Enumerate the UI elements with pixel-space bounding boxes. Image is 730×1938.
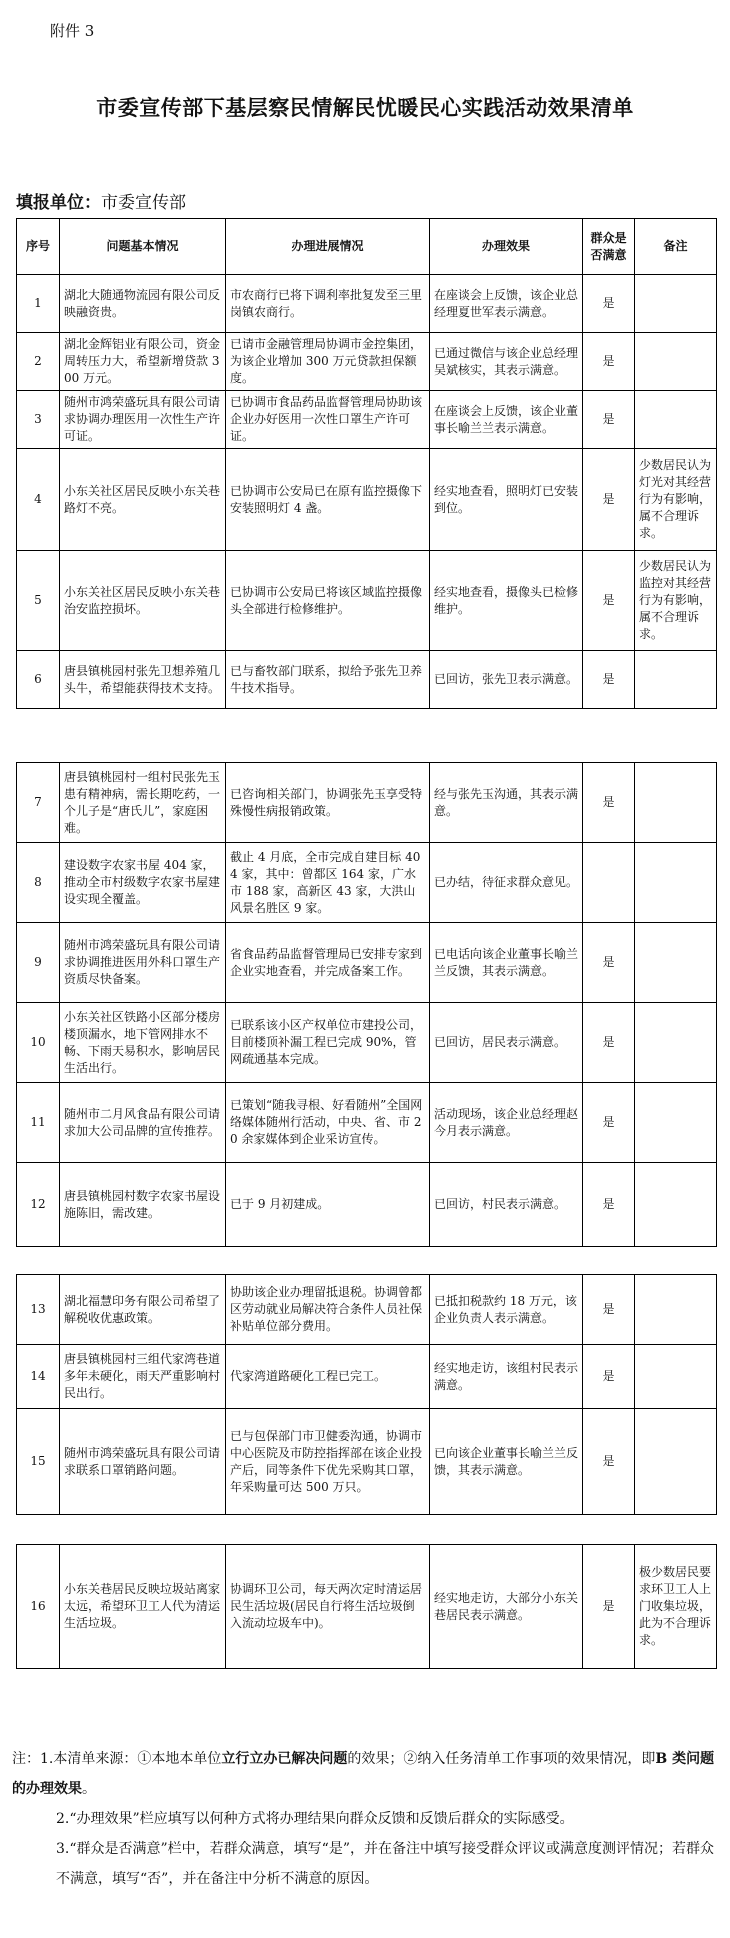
row-issue: 小东关社区居民反映小东关巷路灯不亮。 (60, 449, 226, 551)
table-row (17, 1345, 717, 1409)
row-effect: 经实地查看，照明灯已安装到位。 (430, 449, 583, 551)
row-remark (635, 763, 717, 843)
row-progress: 已协调市食品药品监督管理局协助该企业办好医用一次性口罩生产许可证。 (226, 391, 430, 449)
table-row (17, 1083, 717, 1163)
note-1-bold-1: 立行立办已解决问题 (221, 1751, 348, 1767)
row-remark: 少数居民认为监控对其经营行为有影响，属不合理诉求。 (635, 551, 717, 651)
table-header-row (17, 219, 717, 275)
row-issue: 湖北大随通物流园有限公司反映融资贵。 (60, 275, 226, 333)
reporting-unit-label: 填报单位： (16, 193, 101, 213)
row-progress: 已协调市公安局已将该区域监控摄像头全部进行检修维护。 (226, 551, 430, 651)
row-remark (635, 275, 717, 333)
row-progress: 已于 9 月初建成。 (226, 1163, 430, 1247)
row-progress: 已与畜牧部门联系，拟给予张先卫养牛技术指导。 (226, 651, 430, 709)
notes (12, 1744, 716, 1894)
row-issue: 唐县镇桃园村张先卫想养殖几头牛，希望能获得技术支持。 (60, 651, 226, 709)
row-remark (635, 391, 717, 449)
row-remark (635, 1345, 717, 1409)
row-satisfied: 是 (583, 651, 635, 709)
row-progress: 代家湾道路硬化工程已完工。 (226, 1345, 430, 1409)
row-satisfied: 是 (583, 391, 635, 449)
row-remark: 极少数居民要求环卫工人上门收集垃圾，此为不合理诉求。 (635, 1545, 717, 1669)
row-remark (635, 1083, 717, 1163)
row-effect: 已向该企业董事长喻兰兰反馈，其表示满意。 (430, 1409, 583, 1515)
row-progress: 协助该企业办理留抵退税。协调曾都区劳动就业局解决符合条件人员社保补贴单位部分费用。 (226, 1275, 430, 1345)
table-part-2 (16, 762, 717, 1247)
row-progress: 已联系该小区产权单位市建投公司，目前楼顶补漏工程已完成 90%，管网疏通基本完成。 (226, 1003, 430, 1083)
row-progress: 已协调市公安局已在原有监控摄像下安装照明灯 4 盏。 (226, 449, 430, 551)
row-issue: 小东关社区居民反映小东关巷治安监控损坏。 (60, 551, 226, 651)
row-effect: 已电话向该企业董事长喻兰兰反馈，其表示满意。 (430, 923, 583, 1003)
row-issue: 随州市鸿荣盛玩具有限公司请求协调办理医用一次性生产许可证。 (60, 391, 226, 449)
row-progress: 已咨询相关部门，协调张先玉享受特殊慢性病报销政策。 (226, 763, 430, 843)
row-remark: 少数居民认为灯光对其经营行为有影响，属不合理诉求。 (635, 449, 717, 551)
row-effect: 已回访，村民表示满意。 (430, 1163, 583, 1247)
row-remark (635, 1409, 717, 1515)
row-no: 2 (17, 333, 60, 391)
note-1 (12, 1744, 716, 1804)
row-no: 6 (17, 651, 60, 709)
row-satisfied: 是 (583, 275, 635, 333)
row-no: 7 (17, 763, 60, 843)
row-effect: 经实地走访，该组村民表示满意。 (430, 1345, 583, 1409)
row-no: 11 (17, 1083, 60, 1163)
table-row (17, 449, 717, 551)
row-issue: 建设数字农家书屋 404 家，推动全市村级数字农家书屋建设实现全覆盖。 (60, 843, 226, 923)
table-part-3 (16, 1274, 717, 1515)
note-1-mid: 的效果；②纳入任务清单工作事项的效果情况，即 (347, 1751, 656, 1767)
header-remark: 备注 (635, 219, 717, 275)
table-row (17, 651, 717, 709)
row-satisfied: 是 (583, 1083, 635, 1163)
table-row (17, 1163, 717, 1247)
table-row (17, 333, 717, 391)
row-issue: 唐县镇桃园村数字农家书屋设施陈旧，需改建。 (60, 1163, 226, 1247)
row-progress: 已与包保部门市卫健委沟通，协调市中心医院及市防控指挥部在该企业投产后，同等条件下优先采购其口罩，年采购量可达 500 万只。 (226, 1409, 430, 1515)
row-issue: 唐县镇桃园村三组代家湾巷道多年未硬化，雨天严重影响村民出行。 (60, 1345, 226, 1409)
row-issue: 湖北金辉铝业有限公司，资金周转压力大，希望新增贷款 300 万元。 (60, 333, 226, 391)
row-satisfied: 是 (583, 449, 635, 551)
table-row (17, 1409, 717, 1515)
row-progress: 省食品药品监督管理局已安排专家到企业实地查看，并完成备案工作。 (226, 923, 430, 1003)
row-no: 14 (17, 1345, 60, 1409)
row-satisfied: 是 (583, 1003, 635, 1083)
row-issue: 小东关社区铁路小区部分楼房楼顶漏水，地下管网排水不畅、下雨天易积水，影响居民生活出行。 (60, 1003, 226, 1083)
note-1-post: 。 (82, 1781, 96, 1797)
page-title: 市委宣传部下基层察民情解民忧暖民心实践活动效果清单 (96, 95, 634, 120)
row-no: 3 (17, 391, 60, 449)
note-3: 3.“群众是否满意”栏中，若群众满意，填写“是”，并在备注中填写接受群众评议或满意度测评情况；若群众不满意，填写“否”，并在备注中分析不满意的原因。 (56, 1841, 714, 1887)
row-remark (635, 333, 717, 391)
table-row (17, 1545, 717, 1669)
row-satisfied: 是 (583, 1545, 635, 1669)
row-issue: 小东关巷居民反映垃圾站离家太远，希望环卫工人代为清运生活垃圾。 (60, 1545, 226, 1669)
row-remark (635, 1003, 717, 1083)
table-row (17, 1275, 717, 1345)
row-no: 9 (17, 923, 60, 1003)
row-progress: 协调环卫公司，每天两次定时清运居民生活垃圾(居民自行将生活垃圾倒入流动垃圾车中)。 (226, 1545, 430, 1669)
row-issue: 随州市二月风食品有限公司请求加大公司品牌的宣传推荐。 (60, 1083, 226, 1163)
header-effect: 办理效果 (430, 219, 583, 275)
reporting-unit-value: 市委宣传部 (101, 193, 186, 213)
row-remark (635, 843, 717, 923)
row-effect: 已回访，居民表示满意。 (430, 1003, 583, 1083)
attachment-label: 附件 3 (50, 22, 95, 40)
row-progress: 截止 4 月底，全市完成自建目标 404 家，其中：曾都区 164 家，广水市 188 家，高新区 43 家，大洪山风景名胜区 9 家。 (226, 843, 430, 923)
row-satisfied: 是 (583, 1275, 635, 1345)
note-1-bold-2: B 类问题的办理效果 (12, 1751, 715, 1797)
row-issue: 湖北福慧印务有限公司希望了解税收优惠政策。 (60, 1275, 226, 1345)
table-row (17, 391, 717, 449)
row-effect: 经与张先玉沟通，其表示满意。 (430, 763, 583, 843)
header-satisfied: 群众是否满意 (583, 219, 635, 275)
row-issue: 随州市鸿荣盛玩具有限公司请求协调推进医用外科口罩生产资质尽快备案。 (60, 923, 226, 1003)
row-no: 15 (17, 1409, 60, 1515)
row-no: 16 (17, 1545, 60, 1669)
row-satisfied: 是 (583, 1345, 635, 1409)
table-row (17, 275, 717, 333)
row-progress: 市农商行已将下调利率批复发至三里岗镇农商行。 (226, 275, 430, 333)
row-remark (635, 923, 717, 1003)
row-effect: 已通过微信与该企业总经理吴斌核实，其表示满意。 (430, 333, 583, 391)
table-row (17, 1003, 717, 1083)
row-satisfied: 是 (583, 763, 635, 843)
row-no: 4 (17, 449, 60, 551)
row-progress: 已策划“随我寻根、好看随州”全国网络媒体随州行活动，中央、省、市 20 余家媒体到企业采访宣传。 (226, 1083, 430, 1163)
row-remark (635, 1163, 717, 1247)
row-effect: 经实地查看，摄像头已检修维护。 (430, 551, 583, 651)
row-issue: 唐县镇桃园村一组村民张先玉患有精神病，需长期吃药，一个儿子是“唐氏儿”，家庭困难。 (60, 763, 226, 843)
table-part-1 (16, 218, 717, 709)
row-effect: 已回访，张先卫表示满意。 (430, 651, 583, 709)
table-part-4 (16, 1544, 717, 1669)
table-row (17, 843, 717, 923)
row-satisfied (583, 843, 635, 923)
reporting-unit (16, 188, 186, 213)
row-effect: 活动现场，该企业总经理赵今月表示满意。 (430, 1083, 583, 1163)
table-row (17, 923, 717, 1003)
table-row (17, 763, 717, 843)
row-effect: 已抵扣税款约 18 万元，该企业负责人表示满意。 (430, 1275, 583, 1345)
row-no: 8 (17, 843, 60, 923)
row-satisfied: 是 (583, 1409, 635, 1515)
row-progress: 已请市金融管理局协调市金控集团，为该企业增加 300 万元贷款担保额度。 (226, 333, 430, 391)
row-no: 5 (17, 551, 60, 651)
row-remark (635, 651, 717, 709)
header-progress: 办理进展情况 (226, 219, 430, 275)
row-effect: 经实地走访，大部分小东关巷居民表示满意。 (430, 1545, 583, 1669)
row-no: 10 (17, 1003, 60, 1083)
row-effect: 在座谈会上反馈，该企业总经理夏世军表示满意。 (430, 275, 583, 333)
row-satisfied: 是 (583, 333, 635, 391)
row-remark (635, 1275, 717, 1345)
row-satisfied: 是 (583, 1163, 635, 1247)
note-2: 2.“办理效果”栏应填写以何种方式将办理结果向群众反馈和反馈后群众的实际感受。 (56, 1811, 574, 1827)
header-no: 序号 (17, 219, 60, 275)
row-satisfied: 是 (583, 551, 635, 651)
row-no: 13 (17, 1275, 60, 1345)
row-effect: 在座谈会上反馈，该企业董事长喻兰兰表示满意。 (430, 391, 583, 449)
row-issue: 随州市鸿荣盛玩具有限公司请求联系口罩销路问题。 (60, 1409, 226, 1515)
row-satisfied: 是 (583, 923, 635, 1003)
row-no: 1 (17, 275, 60, 333)
table-row (17, 551, 717, 651)
row-no: 12 (17, 1163, 60, 1247)
note-1-pre: 注：1.本清单来源：①本地本单位 (12, 1751, 222, 1767)
row-effect: 已办结，待征求群众意见。 (430, 843, 583, 923)
header-issue: 问题基本情况 (60, 219, 226, 275)
